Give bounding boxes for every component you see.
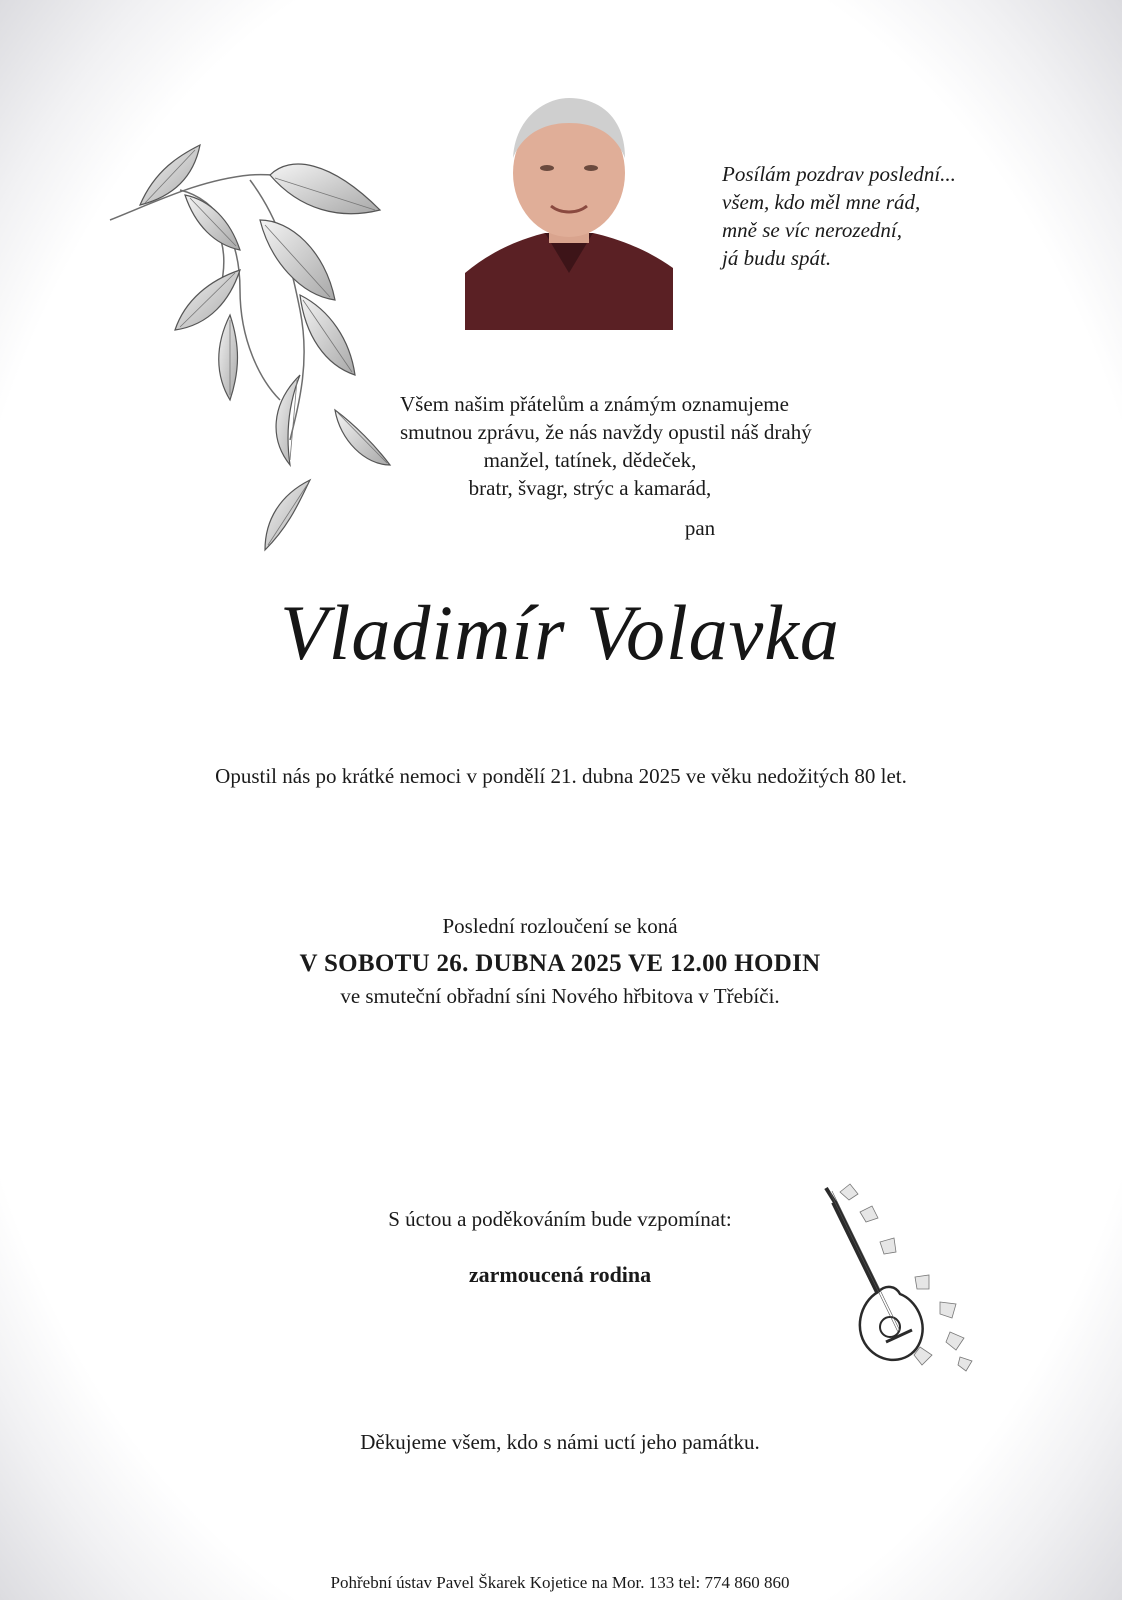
- guitar-icon: [820, 1182, 990, 1382]
- announcement-text: [400, 390, 812, 502]
- announcement-line: smutnou zprávu, že nás navždy opustil náš drahý: [400, 420, 812, 444]
- deceased-name: Vladimír Volavka: [280, 589, 840, 676]
- poem-line: mně se víc nerozední,: [722, 218, 902, 242]
- announcement-line: Všem našim přátelům a známým oznamujeme: [400, 392, 789, 416]
- family-signature: zarmoucená rodina: [468, 1262, 652, 1287]
- poem-line: všem, kdo měl mne rád,: [722, 190, 921, 214]
- remembrance-intro: S úctou a poděkováním bude vzpomínat:: [388, 1207, 732, 1231]
- thanks-line: Děkujeme všem, kdo s námi uctí jeho památku.: [360, 1430, 760, 1454]
- death-notice: Opustil nás po krátké nemoci v pondělí 21. dubna 2025 ve věku nedožitých 80 let.: [215, 764, 907, 788]
- portrait-photo: [465, 98, 673, 330]
- funeral-service-footer: Pohřební ústav Pavel Škarek Kojetice na Mor. 133 tel: 774 860 860: [330, 1573, 790, 1592]
- poem-verse: [722, 160, 1022, 272]
- leaf-branch-icon: [100, 140, 400, 560]
- farewell-intro: Poslední rozloučení se koná: [442, 914, 678, 938]
- announcement-line: manžel, tatínek, dědeček,: [483, 448, 697, 472]
- poem-line: já budu spát.: [722, 246, 832, 270]
- announcement-line: bratr, švagr, strýc a kamarád,: [468, 476, 712, 500]
- farewell-datetime: V SOBOTU 26. DUBNA 2025 VE 12.00 HODIN: [299, 950, 821, 977]
- farewell-place: ve smuteční obřadní síni Nového hřbitova v Třebíči.: [340, 984, 780, 1008]
- poem-line: Posílám pozdrav poslední...: [722, 162, 956, 186]
- salutation: pan: [684, 516, 716, 540]
